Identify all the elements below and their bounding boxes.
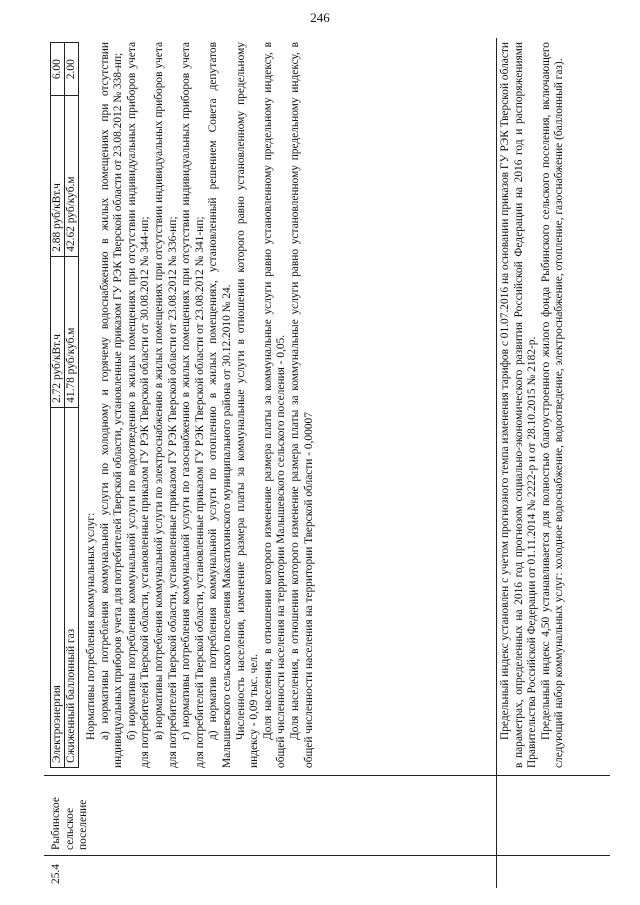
paragraph: д) норматив потребления коммунальной услуги по отоплению в жилых помещениях, установленный решением Совета депутатов Малышевского сельского поселения Максатихинского муниципального района от 30.12.2010 № 24.	[207, 42, 233, 768]
main-cell	[48, 42, 316, 768]
lower-cell	[499, 42, 567, 768]
tariff-index: 2.00	[65, 43, 79, 96]
paragraph: в) нормативы потребления коммунальной услуги по электроснабжению в жилых помещениях при отсутствии индивидуальных приборов учета для потребителей Тверской области, установленные приказом ГУ РЭК Тверской области от 23.08.2012 № 336-нп;	[152, 42, 179, 768]
paragraph: Предельный индекс установлен с учетом прогнозного темпа изменения тарифов с 01.07.2016 на основании приказов ГУ РЭК Тверской области в параметрах, определенных на 2016 год прогнозом социально-экономического развития Российской Федерации на 2016 год и распоряжениями Правительства Российской Федерации от 01.11.2014 № 2222-р и от 28.10.2015 № 2182-р.	[499, 42, 539, 768]
tariff-value-1: 41.78 руб/куб.м	[65, 256, 79, 407]
table-row	[51, 43, 65, 768]
row-divider	[496, 38, 497, 888]
tariff-value-2: 2.88 руб/кВт.ч	[51, 96, 65, 256]
paragraph: Нормативы потребления коммунальных услуг:	[85, 512, 97, 740]
tariff-name: Сжиженный баллонный газ	[65, 407, 79, 767]
row-number: 25.4	[50, 864, 62, 884]
paragraph: Предельный индекс 4,50 устанавливается для полностью благоустроенного жилого фонда Рыбинского сельского поселения, включающего следующий набор коммунальных услуг: холодное водоснабжение, водоотведение, электроснабжение, отопление, газоснабжение (баллонный газ).	[539, 42, 566, 768]
paragraph: а) нормативы потребления коммунальной услуги по холодному и горячему водоснабжению в жилых помещениях при отсутствии индивидуальных приборов учета для потребителей Тверской области, установленные приказом ГУ РЭК Тверской области от 23.08.2012 № 338-нп;	[98, 42, 125, 768]
paragraph: Численность населения, изменение размера платы за коммунальные услуги в отношении которого равно установленному предельному индексу - 0,09 тыс. чел.	[234, 42, 261, 768]
settlement-name: Рыбинское сельское поселение	[50, 797, 90, 850]
tariff-value-2: 42.62 руб/куб.м	[65, 96, 79, 256]
rotated-table	[44, 38, 610, 888]
paragraph: г) нормативы потребления коммунальной услуги по газоснабжению в жилых помещениях при отсутствии индивидуальных приборов учета для потребителей Тверской области, установленные приказом ГУ РЭК Тверской области от 23.08.2012 № 341-нп;	[180, 42, 206, 768]
paragraph: Доля населения, в отношении которого изменение размера платы за коммунальные услуги равно установленному предельному индексу, в общей численности населения на территории Малышевского сельского поселения - 0,05.	[261, 42, 288, 768]
tariff-index: 6.00	[51, 43, 65, 96]
table-row	[65, 43, 79, 768]
column-divider	[44, 855, 610, 856]
tariff-name: Электроэнергия	[51, 407, 65, 767]
page-number: 246	[310, 10, 330, 25]
paragraph: б) нормативы потребления коммунальной услуги по водоотведению в жилых помещениях при отсутствии индивидуальных приборов учета для потребителей Тверской области, установленные приказом ГУ РЭК Тверской области от 30.08.2012 № 344-нп;	[125, 42, 152, 768]
paragraph: Доля населения, в отношении которого изменение размера платы за коммунальные услуги равно установленному предельному индексу, в общей численности населения на территории Тверской области - 0,00007	[288, 42, 315, 768]
tariff-table	[50, 42, 79, 768]
column-divider	[44, 775, 610, 776]
tariff-value-1: 2.72 руб/кВт.ч	[51, 256, 65, 407]
